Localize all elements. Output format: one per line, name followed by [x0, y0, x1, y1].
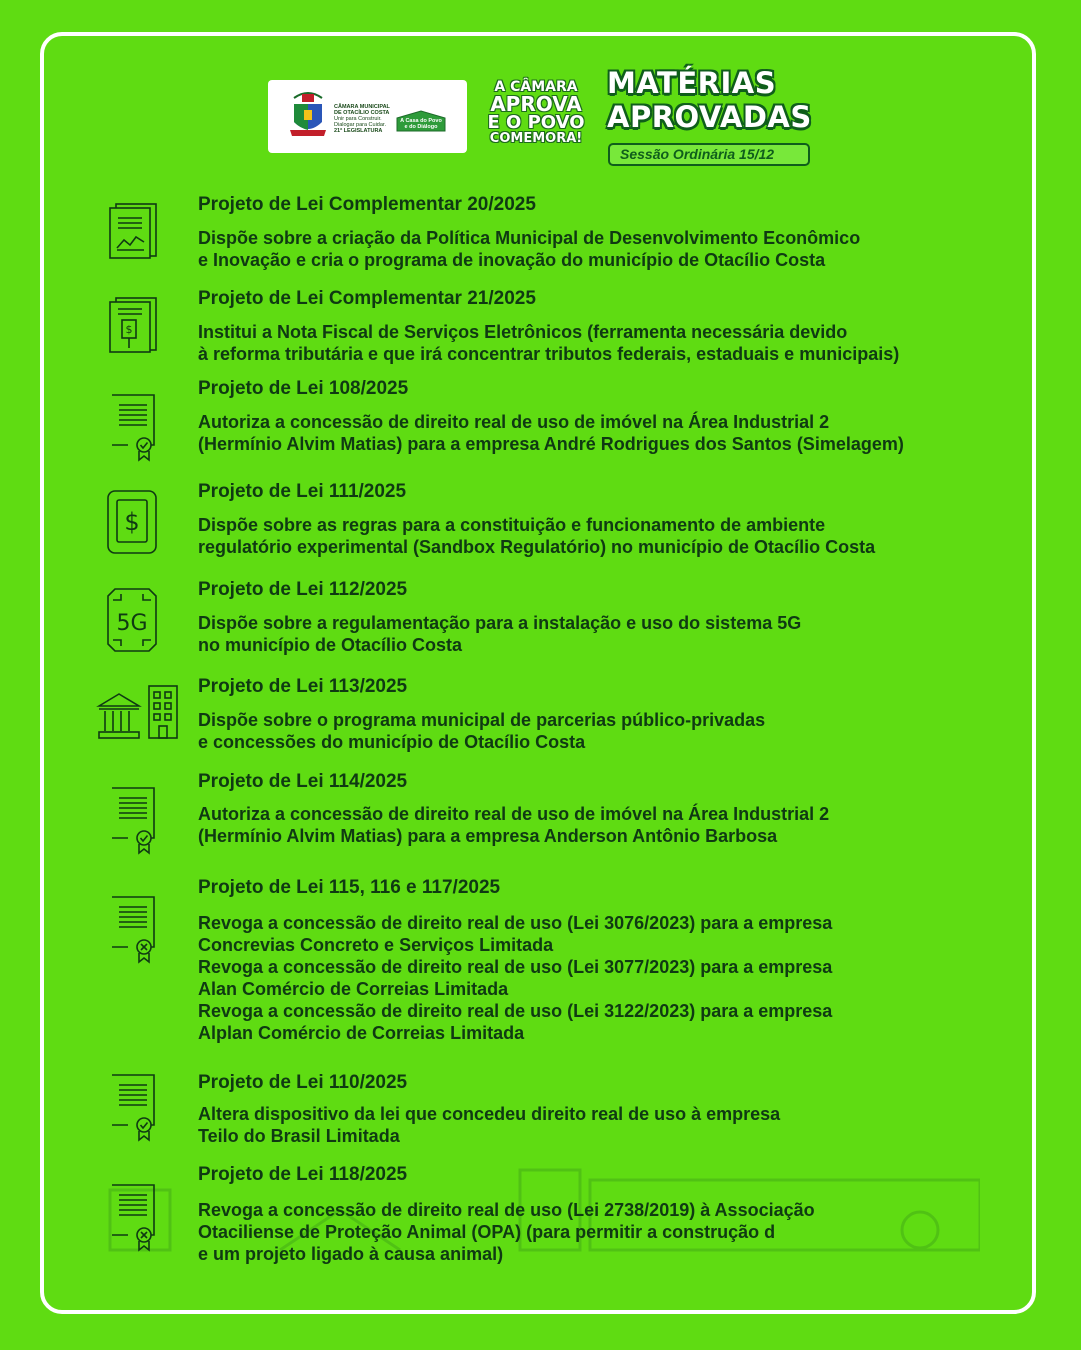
- certificate-check-icon: [110, 1073, 156, 1143]
- government-building-icon: [97, 684, 179, 740]
- item-title: Projeto de Lei 111/2025: [198, 481, 407, 502]
- session-badge: Sessão Ordinária 15/12: [608, 143, 810, 166]
- invoice-icon: [108, 296, 158, 352]
- item-description: Altera dispositivo da lei que concedeu direito real de uso à empresa Teilo do Brasil Limitada: [198, 1104, 781, 1146]
- document-chart-icon: [108, 202, 158, 258]
- item-description: Autoriza a concessão de direito real de uso de imóvel na Área Industrial 2 (Hermínio Alvim Matias) para a empresa Anderson Antônio Barbosa: [198, 804, 830, 846]
- item-description: Revoga a concessão de direito real de uso (Lei 3076/2023) para a empresa Concrevias Concreto e Serviços Limitada Revoga a concessão de direito real de uso (Lei 3077/2023) para a empresa Alan Comércio de Correias Limitada Revoga a concessão de direito real de uso (Lei 3122/2023) para a empresa Alplan Comércio de Correias Limitada: [198, 913, 833, 1043]
- item-title: Projeto de Lei 108/2025: [198, 378, 409, 399]
- dollar-phone-icon: [107, 490, 157, 554]
- page-headline: MATÉRIAS APROVADAS: [607, 66, 812, 134]
- item-title: Projeto de Lei Complementar 20/2025: [198, 194, 536, 215]
- item-description: Dispõe sobre a regulamentação para a instalação e uso do sistema 5G no município de Otacílio Costa: [198, 613, 802, 655]
- certificate-cancel-icon: [110, 895, 156, 965]
- slogan-logo: A CÂMARA APROVA E O POVO COMEMORA!: [487, 79, 585, 146]
- certificate-cancel-icon: [110, 1183, 156, 1253]
- certificate-check-icon: [110, 786, 156, 856]
- svg-text:$: $: [124, 508, 140, 536]
- svg-text:$: $: [125, 323, 133, 336]
- casa-povo-badge: A Casa do Povo e do Diálogo: [400, 118, 442, 130]
- item-description: Revoga a concessão de direito real de uso (Lei 2738/2019) à Associação Otaciliense de Proteção Animal (OPA) (para permitir a construção d e um projeto ligado à causa animal): [198, 1200, 815, 1264]
- item-title: Projeto de Lei Complementar 21/2025: [198, 288, 536, 309]
- certificate-check-icon: [110, 393, 156, 463]
- council-logo-card: [268, 80, 467, 153]
- item-description: Dispõe sobre as regras para a constituição e funcionamento de ambiente regulatório experimental (Sandbox Regulatório) no município de Otacílio Costa: [198, 515, 876, 557]
- council-crest-icon: [288, 90, 328, 142]
- 5g-chip-icon: [107, 588, 157, 652]
- item-title: Projeto de Lei 113/2025: [198, 676, 408, 697]
- item-description: Institui a Nota Fiscal de Serviços Eletrônicos (ferramenta necessária devido à reforma tributária e que irá concentrar tributos federais, estaduais e municipais): [198, 322, 900, 364]
- item-title: Projeto de Lei 112/2025: [198, 579, 408, 600]
- item-description: Autoriza a concessão de direito real de uso de imóvel na Área Industrial 2 (Hermínio Alvim Matias) para a empresa André Rodrigues dos Santos (Simelagem): [198, 412, 904, 454]
- item-description: Dispõe sobre o programa municipal de parcerias público-privadas e concessões do município de Otacílio Costa: [198, 710, 766, 752]
- item-title: Projeto de Lei 118/2025: [198, 1164, 408, 1185]
- svg-text:5G: 5G: [116, 611, 148, 636]
- item-title: Projeto de Lei 115, 116 e 117/2025: [198, 877, 501, 898]
- item-description: Dispõe sobre a criação da Política Municipal de Desenvolvimento Econômico e Inovação e cria o programa de inovação do município de Otacílio Costa: [198, 228, 861, 270]
- item-title: Projeto de Lei 114/2025: [198, 771, 408, 792]
- item-title: Projeto de Lei 110/2025: [198, 1072, 408, 1093]
- council-name: CÂMARA MUNICIPAL DE OTACÍLIO COSTA Unir para Construir. Dialogar para Cuidar. 21ª LEGISLATURA: [334, 104, 390, 134]
